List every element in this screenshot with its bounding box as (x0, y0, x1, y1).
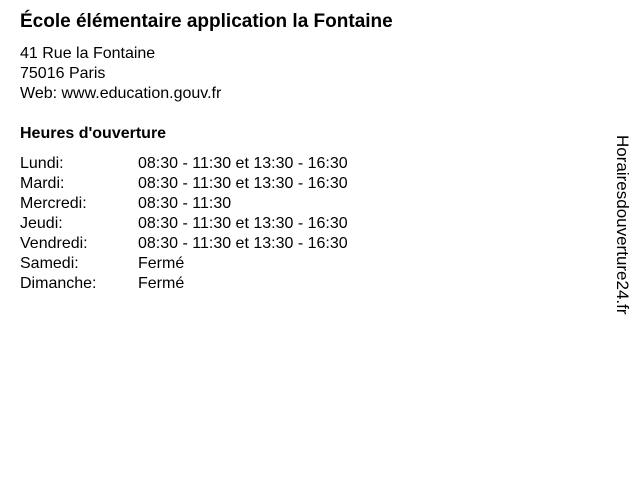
address-block (20, 44, 221, 104)
hours-row-vendredi (20, 234, 348, 254)
hours-row-dimanche (20, 274, 348, 294)
day-hours: 08:30 - 11:30 et 13:30 - 16:30 (138, 175, 348, 192)
hours-row-samedi (20, 254, 348, 274)
day-hours: Fermé (138, 255, 185, 272)
hours-row-lundi (20, 154, 348, 174)
day-label: Vendredi: (20, 235, 88, 252)
hours-table (20, 154, 348, 294)
day-label: Dimanche: (20, 275, 97, 292)
day-hours: 08:30 - 11:30 (138, 195, 232, 212)
day-hours: Fermé (138, 275, 185, 292)
day-label: Mardi: (20, 175, 65, 192)
city-address: 75016 Paris (20, 65, 106, 82)
day-label: Samedi: (20, 255, 79, 272)
day-hours: 08:30 - 11:30 et 13:30 - 16:30 (138, 155, 348, 172)
website-link[interactable]: Web: www.education.gouv.fr (20, 85, 222, 102)
hours-row-mardi (20, 174, 348, 194)
day-hours: 08:30 - 11:30 et 13:30 - 16:30 (138, 235, 348, 252)
street-address: 41 Rue la Fontaine (20, 45, 156, 62)
day-label: Lundi: (20, 155, 64, 172)
day-label: Mercredi: (20, 195, 87, 212)
hours-row-mercredi (20, 194, 348, 214)
day-hours: 08:30 - 11:30 et 13:30 - 16:30 (138, 215, 348, 232)
hours-heading: Heures d'ouverture (20, 125, 167, 142)
page-title: École élémentaire application la Fontaine (20, 11, 393, 32)
day-label: Jeudi: (20, 215, 63, 232)
site-watermark: Horairesdouverture24.fr (613, 135, 632, 315)
hours-row-jeudi (20, 214, 348, 234)
